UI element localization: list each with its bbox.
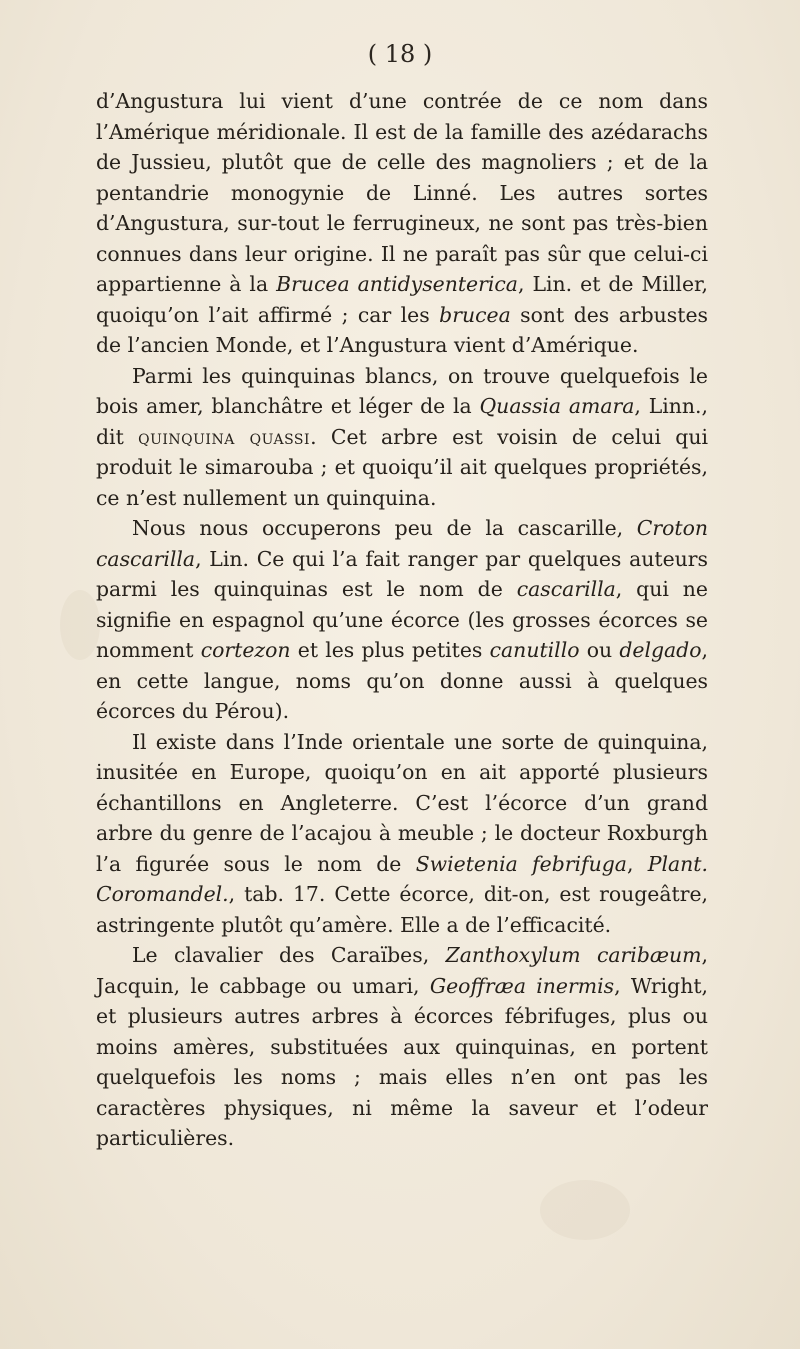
page-number: ( 18 ) — [367, 40, 433, 68]
text-run: , en cette langue, noms qu’on donne aussi à quelques écorces du Pérou). — [96, 638, 708, 723]
italic-term: Croton cascarilla — [96, 516, 708, 571]
text-run: , Lin. Ce qui l’a fait ranger par quelques auteurs parmi les quinquinas est le nom de — [96, 546, 708, 601]
text-run: , Linn., dit — [96, 394, 708, 449]
italic-term: Plant. Coromandel. — [96, 851, 708, 906]
italic-term: brucea — [439, 302, 511, 327]
text-run: , qui ne signifie en espagnol qu’une écorce (les grosses écorces se nomment — [96, 577, 708, 662]
paper-stain — [540, 1180, 630, 1240]
italic-term: delgado — [619, 638, 702, 662]
text-run: , Lin. et de Miller, quoiqu’on l’ait affirmé ; car les — [96, 272, 708, 327]
italic-term: Quassia amara — [479, 394, 635, 418]
text-run: . Cet arbre est voisin de celui qui produit le simarouba ; et quoiqu’il ait quelques propriétés, ce n’est nullement un quinquina. — [96, 424, 709, 510]
text-run: et les plus petites — [290, 638, 490, 662]
italic-term: Zanthoxylum caribæum — [445, 943, 702, 967]
italic-term: Swietenia febrifuga — [415, 851, 627, 876]
body-text — [96, 86, 708, 1154]
text-run: Il existe dans l’Inde orientale une sorte de quinquina, inusitée en Europe, quoiqu’on en ait apporté plusieurs échantillons en Angleterre. C’est l’écorce d’un grand arbre du genre de l’acajou à meuble ; le docteur Roxburgh l’a figurée sous le nom de — [96, 729, 708, 876]
text-run: Nous nous occuperons peu de la cascarille, — [132, 516, 637, 540]
paragraph — [96, 940, 708, 1154]
text-run: ou — [579, 638, 620, 662]
italic-term: cascarilla — [516, 577, 616, 601]
paragraph — [96, 727, 708, 941]
text-run: , tab. 17. Cette écorce, dit-on, est rougeâtre, astringente plutôt qu’amère. Elle a de l’efficacité. — [96, 882, 708, 937]
paragraph — [96, 361, 708, 514]
italic-term: canutillo — [489, 638, 580, 662]
text-run: Parmi les quinquinas blancs, on trouve quelquefois le bois amer, blanchâtre et léger de la — [96, 363, 708, 418]
italic-term: Geoffræa inermis — [429, 973, 615, 998]
italic-term: cortezon — [200, 638, 291, 662]
text-run: , — [626, 851, 648, 876]
text-run: , Jacquin, le cabbage ou umari, — [96, 943, 708, 998]
text-run: Le clavalier des Caraïbes, — [132, 943, 446, 967]
paper-stain — [60, 590, 100, 660]
text-run: , Wright, et plusieurs autres arbres à écorces fébrifuges, plus ou moins amères, substituées aux quinquinas, en portent quelquefois les noms ; mais elles n’en ont pas les caractères physiques, ni même la saveur et l’odeur particulières. — [96, 973, 709, 1150]
text-run: sont des arbustes de l’ancien Monde, et l’Angustura vient d’Amérique. — [96, 302, 708, 357]
text-run: d’Angustura lui vient d’une contrée de ce nom dans l’Amérique méridionale. Il est de la famille des azédarachs de Jussieu, plutôt que de celle des magnoliers ; et de la pentandrie monogynie de Linné. Les autres sortes d’Angustura, sur-tout le ferrugineux, ne sont pas très-bien connues dans leur origine. Il ne paraît pas sûr que celui-ci appartienne à la — [96, 89, 708, 296]
paragraph — [96, 513, 708, 727]
small-caps-term: quinquina quassi — [138, 424, 311, 449]
italic-term: Brucea antidysenterica — [276, 272, 518, 296]
paragraph — [96, 86, 708, 361]
